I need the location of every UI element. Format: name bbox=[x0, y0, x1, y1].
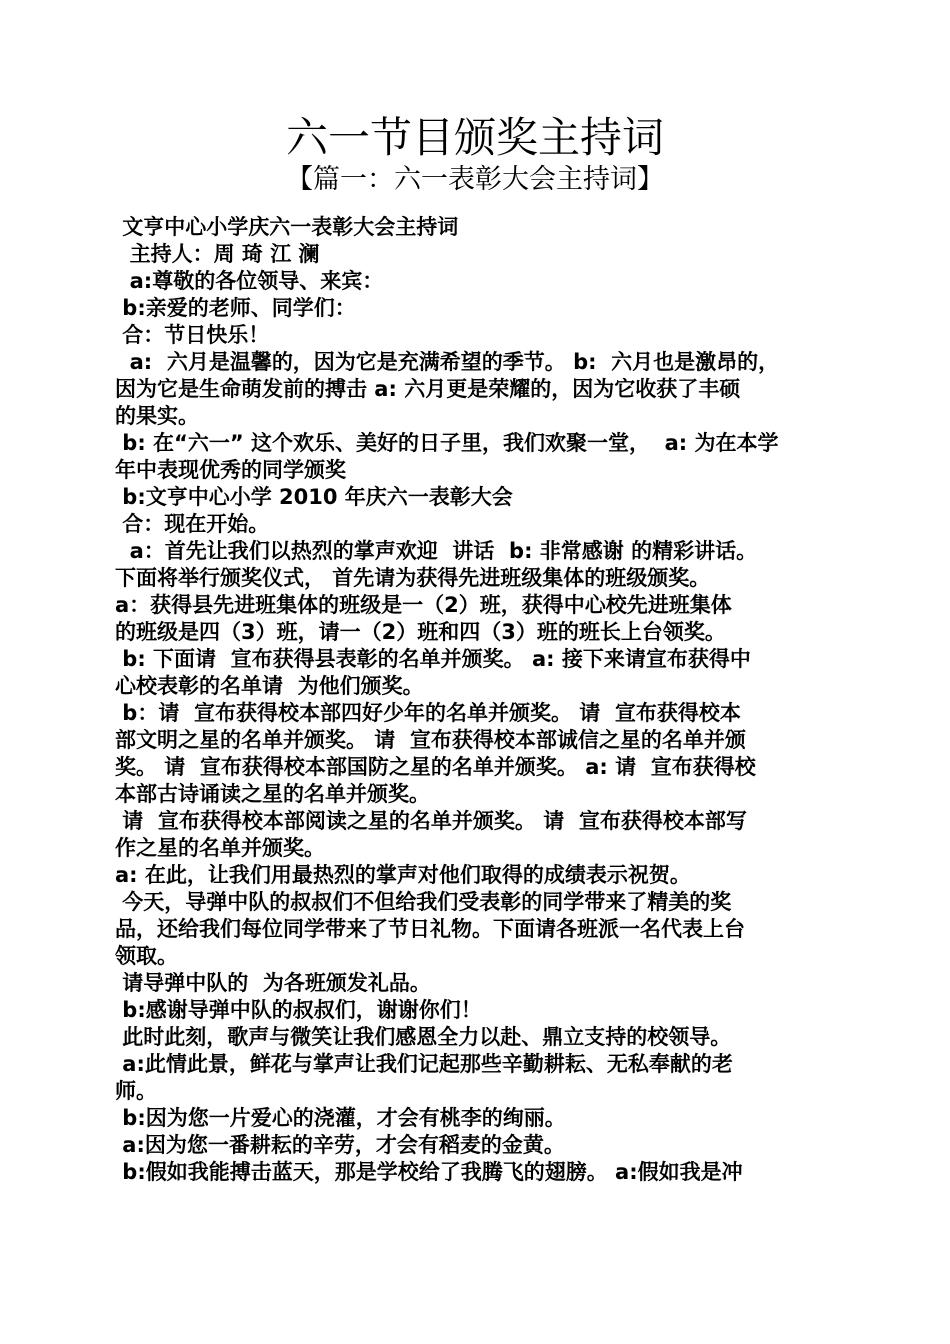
body-line: a：获得县先进班集体的班级是一（2）班，获得中心校先进班集体 bbox=[115, 593, 732, 617]
body-line: 奖。 请 宣布获得校本部国防之星的名单并颁奖。 a: 请 宣布获得校 bbox=[115, 755, 756, 779]
body-line: b:文亨中心小学 2010 年庆六一表彰大会 bbox=[115, 485, 513, 509]
body-line: 下面将举行颁奖仪式， 首先请为获得先进班级集体的班级颁奖。 bbox=[115, 566, 711, 590]
body-line: 合：节日快乐！ bbox=[115, 323, 270, 347]
body-line: b：请 宣布获得校本部四好少年的名单并颁奖。 请 宣布获得校本 bbox=[115, 701, 741, 725]
body-line: b: 在“六一” 这个欢乐、美好的日子里，我们欢聚一堂， a: 为在本学 bbox=[115, 431, 779, 455]
body-line: b:因为您一片爱心的浇灌，才会有桃李的绚丽。 bbox=[115, 1106, 566, 1130]
body-line: 因为它是生命萌发前的搏击 a: 六月更是荣耀的，因为它收获了丰硕 bbox=[115, 377, 741, 401]
body-line: 本部古诗诵读之星的名单并颁奖。 bbox=[115, 782, 430, 806]
body-line: 作之星的名单并颁奖。 bbox=[115, 836, 325, 860]
body-line: 文亨中心小学庆六一表彰大会主持词 bbox=[115, 215, 459, 239]
body-line: 心校表彰的名单请 为他们颁奖。 bbox=[115, 674, 424, 698]
body-line: 合：现在开始。 bbox=[115, 512, 270, 536]
body-line: 部文明之星的名单并颁奖。 请 宣布获得校本部诚信之星的名单并颁 bbox=[115, 728, 746, 752]
document-subtitle: 【篇一：六一表彰大会主持词】 bbox=[286, 164, 664, 195]
body-line: 请导弹中队的 为各班颁发礼品。 bbox=[115, 971, 431, 995]
body-line: a: 在此，让我们用最热烈的掌声对他们取得的成绩表示祝贺。 bbox=[115, 863, 691, 887]
body-line: a:此情此景，鲜花与掌声让我们记起那些辛勤耕耘、无私奉献的老 bbox=[115, 1052, 733, 1076]
body-line: 领取。 bbox=[115, 944, 178, 968]
body-line: a:尊敬的各位领导、来宾： bbox=[115, 269, 384, 293]
body-line: 师。 bbox=[115, 1079, 157, 1103]
body-line: a: 六月是温馨的，因为它是充满希望的季节。 b: 六月也是激昂的， bbox=[115, 350, 780, 374]
body-line: b: 下面请 宣布获得县表彰的名单并颁奖。 a: 接下来请宣布获得中 bbox=[115, 647, 751, 671]
body-line: b:感谢导弹中队的叔叔们，谢谢你们！ bbox=[115, 998, 482, 1022]
body-line: 的班级是四（3）班，请一（2）班和四（3）班的班长上台领奖。 bbox=[115, 620, 726, 644]
document-title: 六一节目颁奖主持词 bbox=[285, 113, 664, 162]
body-line: 的果实。 bbox=[115, 404, 199, 428]
body-line: 主持人：周 琦 江 澜 bbox=[115, 242, 320, 266]
body-line: 请 宣布获得校本部阅读之星的名单并颁奖。 请 宣布获得校本部写 bbox=[115, 809, 747, 833]
body-line: 今天，导弹中队的叔叔们不但给我们受表彰的同学带来了精美的奖 bbox=[115, 890, 732, 914]
body-line: 此时此刻，歌声与微笑让我们感恩全力以赴、鼎立支持的校领导。 bbox=[115, 1025, 732, 1049]
body-line: a：首先让我们以热烈的掌声欢迎 讲话 b: 非常感谢 的精彩讲话。 bbox=[115, 539, 758, 563]
body-line: a:因为您一番耕耘的辛劳，才会有稻麦的金黄。 bbox=[115, 1133, 565, 1157]
body-line: 年中表现优秀的同学颁奖 bbox=[115, 458, 346, 482]
body-line: b:亲爱的老师、同学们： bbox=[115, 296, 356, 320]
body-line: 品，还给我们每位同学带来了节日礼物。下面请各班派一名代表上台 bbox=[115, 917, 745, 941]
document-body bbox=[115, 214, 840, 1186]
body-line: b:假如我能搏击蓝天，那是学校给了我腾飞的翅膀。 a:假如我是冲 bbox=[115, 1160, 743, 1184]
